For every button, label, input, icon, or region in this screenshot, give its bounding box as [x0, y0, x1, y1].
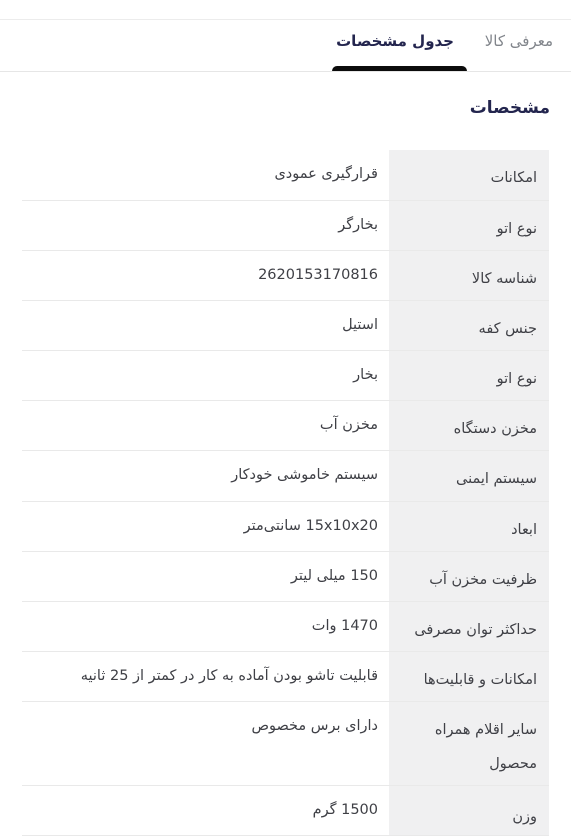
spec-value: قابلیت تاشو بودن آماده به کار در کمتر از 25 ثانیه [80, 668, 378, 684]
spec-value: بخارگر [338, 217, 378, 233]
spec-key: نوع اتو [389, 351, 549, 400]
spec-value: مخزن آب [319, 417, 378, 433]
spec-row [22, 552, 549, 602]
spec-value: 150 میلی لیتر [290, 568, 378, 584]
top-divider [0, 19, 571, 20]
spec-value: بخار [353, 367, 378, 383]
spec-key: نوع اتو [389, 201, 549, 250]
spec-key: ظرفیت مخزن آب [389, 552, 549, 601]
tab-spec-table[interactable]: جدول مشخصات [336, 32, 454, 50]
spec-table [22, 150, 549, 836]
spec-value: 1500 گرم [312, 802, 378, 818]
spec-key: وزن [389, 786, 549, 835]
spec-key: حداکثر توان مصرفی [389, 602, 549, 651]
spec-key: سیستم ایمنی [389, 451, 549, 501]
section-title: مشخصات [469, 98, 550, 118]
spec-key: شناسه کالا [389, 251, 549, 300]
spec-row [22, 201, 549, 251]
spec-row [22, 451, 549, 502]
spec-key: مخزن دستگاه [389, 401, 549, 450]
spec-key: امکانات و قابلیت‌ها [389, 652, 549, 701]
spec-key: سایر اقلام همراه محصول [389, 702, 549, 785]
tab-bar [0, 22, 571, 72]
spec-row [22, 602, 549, 652]
spec-value: دارای برس مخصوص [251, 718, 378, 734]
spec-value: 15x10x20 سانتی‌متر [243, 518, 378, 534]
spec-key: جنس کفه [389, 301, 549, 350]
spec-key: ابعاد [389, 502, 549, 551]
spec-row [22, 502, 549, 552]
spec-row [22, 786, 549, 836]
spec-row [22, 401, 549, 451]
spec-value: قرارگیری عمودی [274, 166, 378, 182]
spec-row [22, 702, 549, 786]
spec-row [22, 351, 549, 401]
spec-row [22, 251, 549, 301]
spec-key: امکانات [389, 150, 549, 200]
spec-value: 2620153170816 [258, 267, 378, 283]
active-tab-indicator [332, 66, 467, 71]
spec-row [22, 652, 549, 702]
spec-value: 1470 وات [311, 618, 378, 634]
tab-product-intro[interactable]: معرفی کالا [484, 32, 553, 50]
spec-row [22, 301, 549, 351]
spec-value: سیستم خاموشی خودکار [231, 467, 378, 483]
spec-value: استیل [342, 317, 378, 333]
spec-row [22, 150, 549, 201]
